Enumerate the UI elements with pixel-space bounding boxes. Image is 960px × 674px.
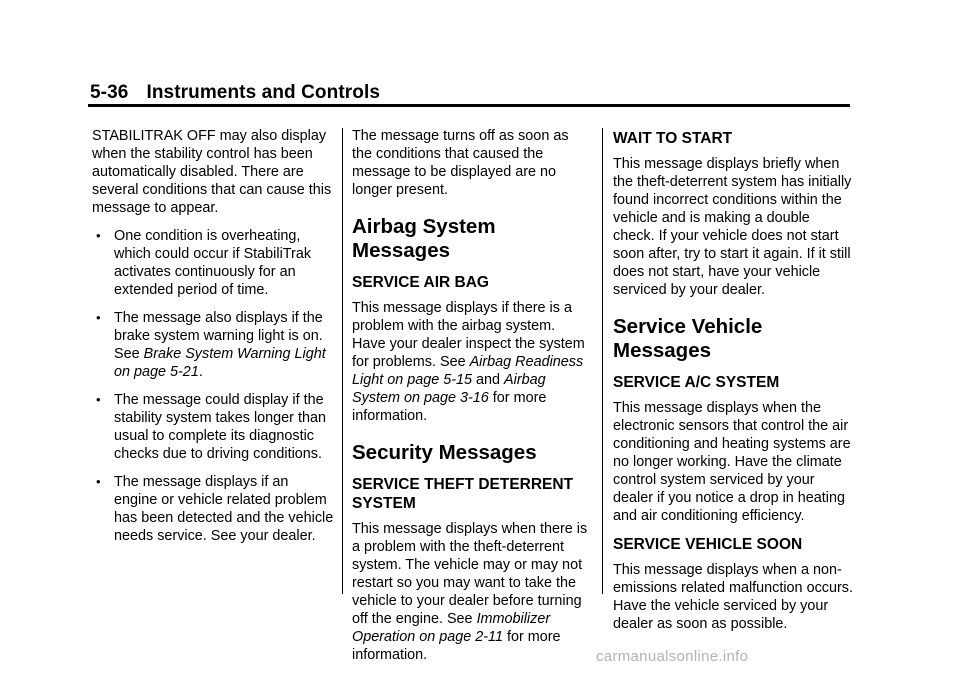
- service-air-bag-heading: SERVICE AIR BAG: [352, 274, 489, 291]
- column-divider-2: [602, 128, 603, 594]
- list-item: [92, 391, 334, 463]
- cross-reference-link[interactable]: Airbag System on page 3-16: [352, 372, 546, 406]
- column-2: [352, 127, 590, 674]
- cross-reference-link[interactable]: Airbag Readiness Light on page 5-15: [352, 354, 584, 388]
- service-vehicle-soon-text: This message displays when a non-emissions related malfunction occurs. Have the vehicle serviced by your dealer as soon as possible.: [613, 562, 853, 632]
- wait-to-start-text: This message displays briefly when the theft-deterrent system has initially found incorrect conditions within the vehicle and is making a double check. If your vehicle does not start soon after, try to start it again. If it still does not start, have your vehicle serviced by your dealer.: [613, 156, 852, 298]
- list-item-text: The message displays if an engine or vehicle related problem has been detected and the vehicle needs service. See your dealer.: [114, 474, 334, 544]
- list-item: [92, 309, 334, 381]
- cross-reference-link[interactable]: Brake System Warning Light on page 5-21: [114, 346, 326, 380]
- list-item-text: The message also displays if the brake system warning light is on. See: [114, 310, 323, 362]
- message-off-text: The message turns off as soon as the conditions that caused the message to be displayed are no longer present.: [352, 128, 569, 198]
- column-1: [92, 127, 334, 555]
- watermark: carmanualsonline.info: [596, 648, 749, 665]
- service-air-bag-text: [352, 299, 590, 425]
- column-3: [613, 127, 855, 643]
- body-text: for more information.: [352, 629, 561, 663]
- list-item: [92, 227, 334, 299]
- cross-reference-link[interactable]: Immobilizer Operation on page 2-11: [352, 611, 551, 645]
- list-item: [92, 473, 334, 545]
- bullet-icon: •: [96, 228, 101, 243]
- service-vehicle-soon-heading: SERVICE VEHICLE SOON: [613, 536, 803, 553]
- service-ac-text: This message displays when the electronic sensors that control the air conditioning and heating systems are no longer working. Have the climate control system serviced by your dealer if you notice a drop in heating and air conditioning efficiency.: [613, 400, 851, 524]
- body-text: and: [472, 372, 505, 388]
- page-header: [90, 82, 380, 104]
- list-item-text: One condition is overheating, which could occur if StabiliTrak activates continuously for an extended period of time.: [114, 228, 312, 298]
- bullet-icon: •: [96, 310, 101, 325]
- service-theft-heading: SERVICE THEFT DETERRENT SYSTEM: [352, 476, 574, 512]
- wait-to-start-heading: WAIT TO START: [613, 130, 733, 147]
- security-section-heading: Security Messages: [352, 441, 537, 464]
- bullet-icon: •: [96, 474, 101, 489]
- service-vehicle-section-heading: Service Vehicle Messages: [613, 315, 763, 362]
- condition-list: [92, 227, 334, 545]
- airbag-section-heading: Airbag System Messages: [352, 215, 496, 262]
- section-title: Instruments and Controls: [146, 82, 381, 103]
- body-text: This message displays if there is a problem with the airbag system. Have your dealer inspect the system for problems. See: [352, 300, 585, 370]
- header-rule: [88, 104, 850, 107]
- column-divider-1: [342, 128, 343, 594]
- service-theft-text: [352, 520, 590, 664]
- body-text: for more information.: [352, 390, 547, 424]
- list-item-text: .: [198, 364, 203, 380]
- service-ac-heading: SERVICE A/C SYSTEM: [613, 374, 780, 391]
- page-number: 5-36: [90, 82, 129, 103]
- stabilitrak-intro: STABILITRAK OFF may also display when the stability control has been automatically disabled. There are several conditions that can cause this message to appear.: [92, 128, 332, 216]
- body-text: This message displays when there is a problem with the theft-deterrent system. The vehicle may or may not restart so you may want to take the vehicle to your dealer before turning off the engine. See: [352, 521, 588, 627]
- bullet-icon: •: [96, 392, 101, 407]
- list-item-text: The message could display if the stability system takes longer than usual to complete its diagnostic checks due to driving conditions.: [114, 392, 326, 462]
